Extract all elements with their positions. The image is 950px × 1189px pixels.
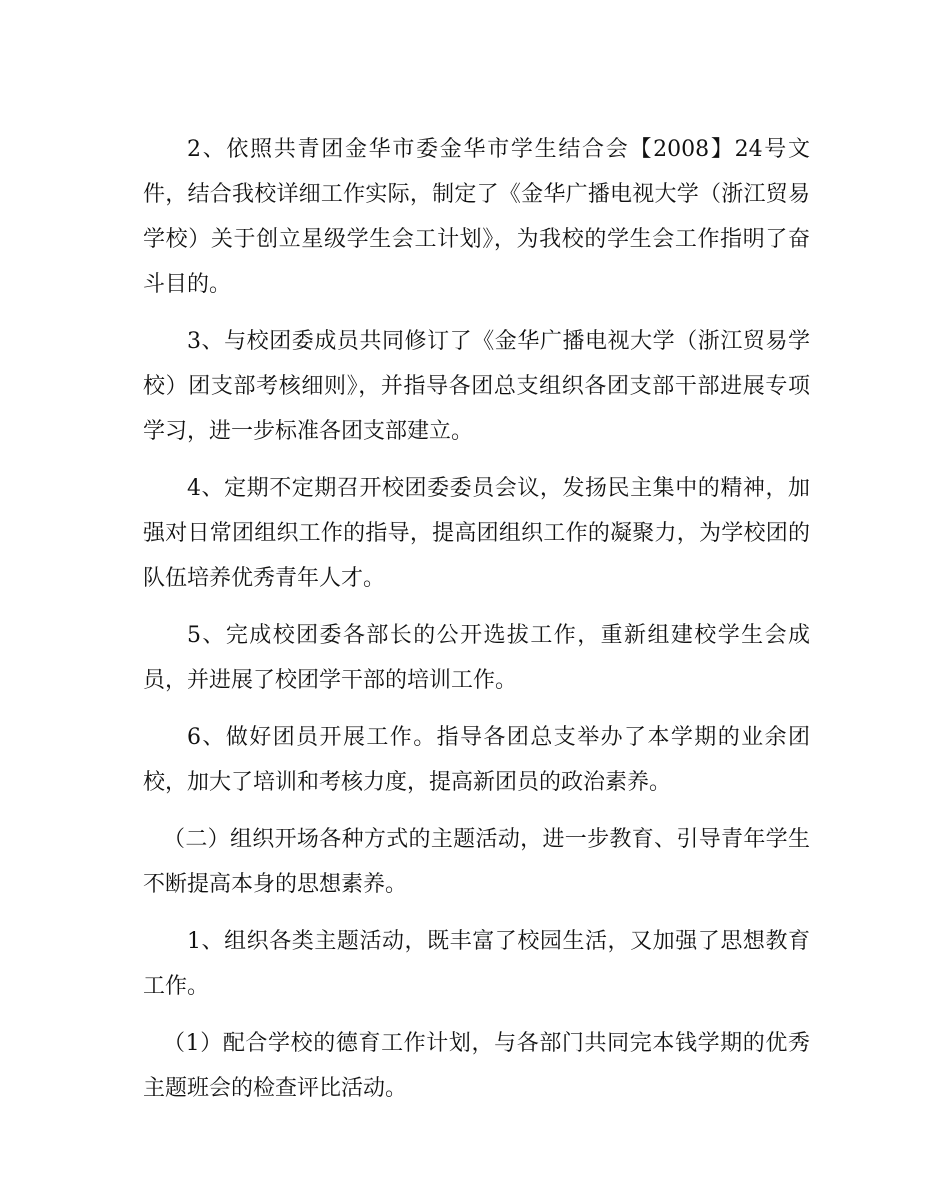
section-heading-2: （二）组织开场各种方式的主题活动，进一步教育、引导青年学生不断提高本身的思想素养。 (143, 827, 810, 897)
sub-item-1: （1）配合学校的德育工作计划，与各部门共同完本钱学期的优秀主题班会的检查评比活动。 (143, 1031, 810, 1101)
document-body (143, 127, 810, 1123)
paragraph-item-3: 3、与校团委成员共同修订了《金华广播电视大学（浙江贸易学校）团支部考核细则》，并指导各团总支组织各团支部干部进展专项学习，进一步标准各团支部建立。 (143, 329, 810, 444)
paragraph-item-1: 1、组织各类主题活动，既丰富了校园生活，又加强了思想教育工作。 (143, 929, 810, 999)
paragraph-item-4: 4、定期不定期召开校团委委员会议，发扬民主集中的精神，加强对日常团组织工作的指导，提高团组织工作的凝聚力，为学校团的队伍培养优秀青年人才。 (143, 476, 810, 591)
paragraph-item-5: 5、完成校团委各部长的公开选拔工作，重新组建校学生会成员，并进展了校团学干部的培训工作。 (143, 623, 810, 693)
paragraph-item-2: 2、依照共青团金华市委金华市学生结合会【2008】24号文件，结合我校详细工作实际，制定了《金华广播电视大学（浙江贸易学校）关于创立星级学生会工计划》，为我校的学生会工作指明了奋斗目的。 (143, 137, 810, 297)
paragraph-item-6: 6、做好团员开展工作。指导各团总支举办了本学期的业余团校，加大了培训和考核力度，提高新团员的政治素养。 (143, 725, 810, 795)
